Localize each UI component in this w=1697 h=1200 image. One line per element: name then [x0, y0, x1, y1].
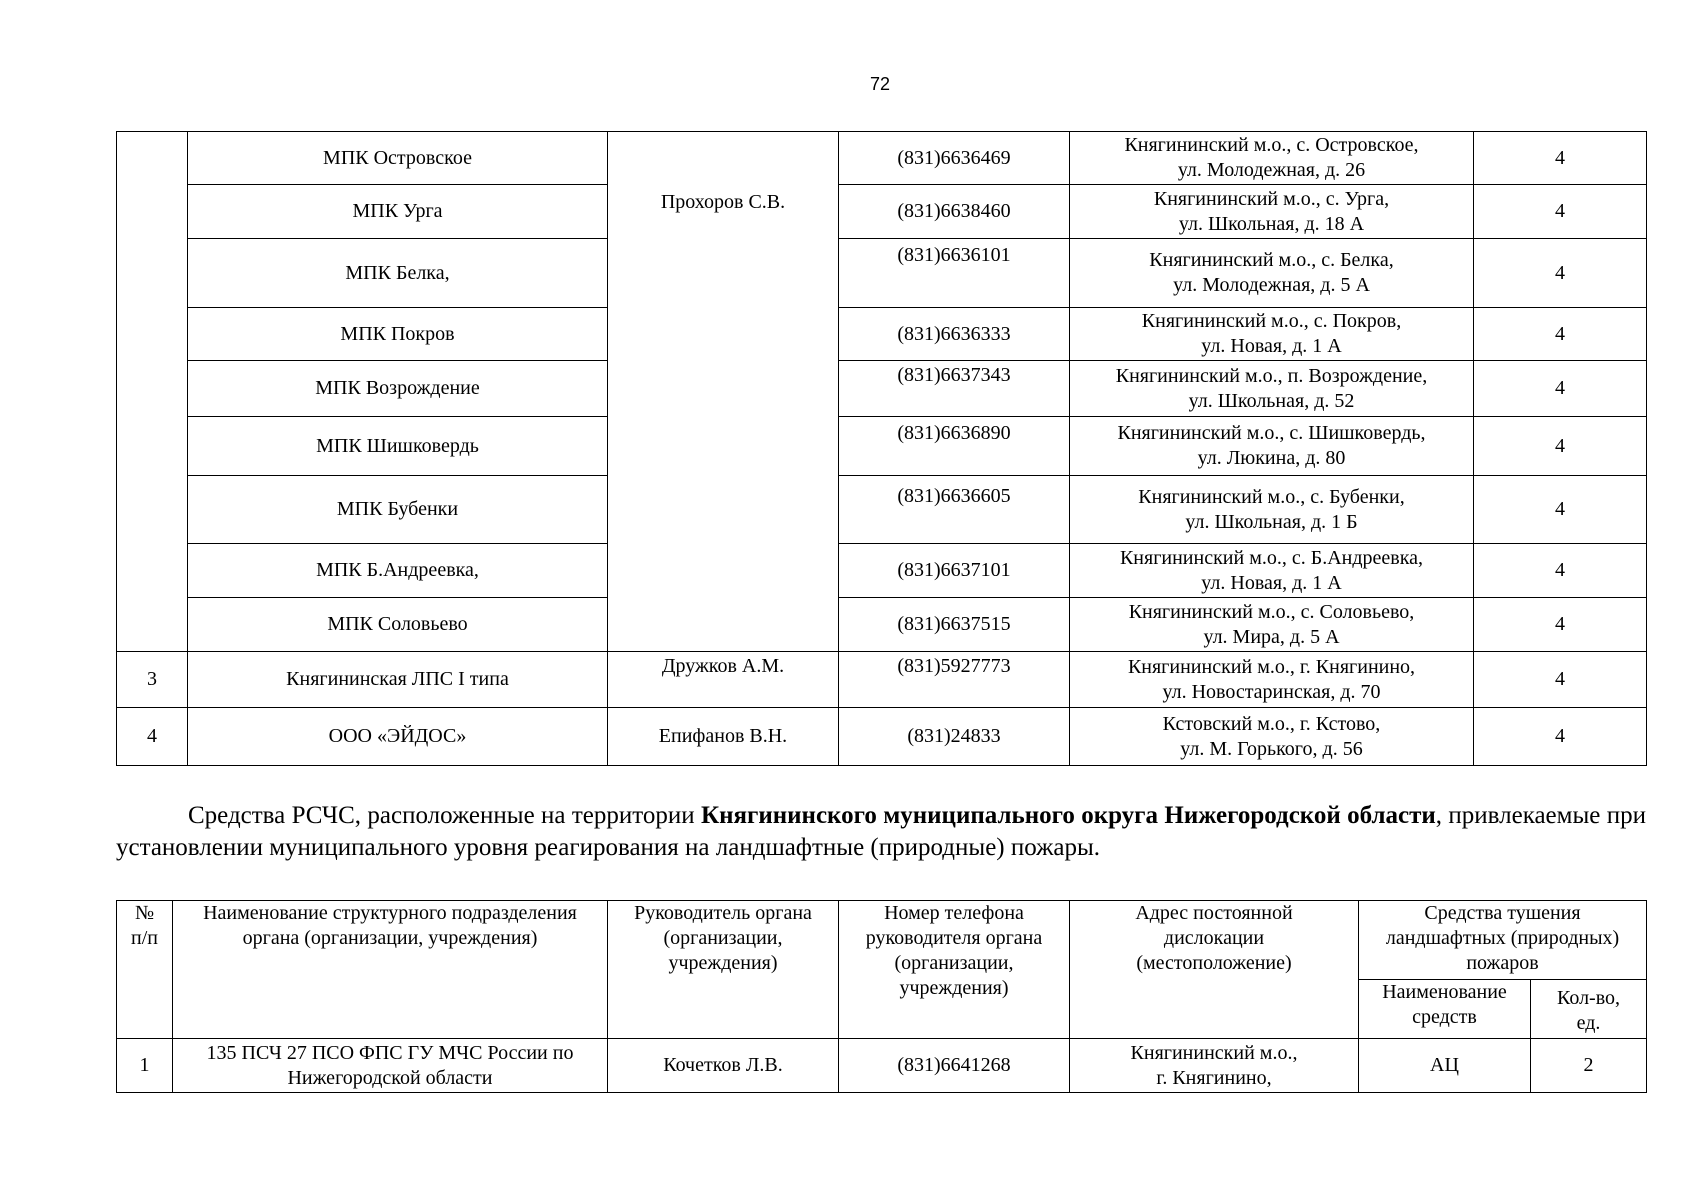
quantity: 4 [1474, 598, 1647, 652]
row-number: 3 [117, 652, 188, 708]
phone: (831)6637343 [839, 361, 1070, 417]
header-means-qty: Кол-во, ед. [1531, 980, 1647, 1039]
means-name: АЦ [1359, 1039, 1531, 1093]
unit-name: МПК Урга [188, 185, 608, 239]
quantity: 4 [1474, 544, 1647, 598]
address: Княгининский м.о., с. Бубенки, ул. Школьная, д. 1 Б [1070, 476, 1474, 544]
phone: (831)5927773 [839, 652, 1070, 708]
head-name: Кочетков Л.В. [608, 1039, 839, 1093]
header-number: № п/п [117, 901, 173, 1039]
quantity: 4 [1474, 132, 1647, 185]
address: Княгининский м.о., г. Княгинино, [1070, 1039, 1359, 1093]
row-number: 1 [117, 1039, 173, 1093]
header-means: Средства тушения ландшафтных (природных) пожаров [1359, 901, 1647, 980]
quantity: 4 [1474, 652, 1647, 708]
phone: (831)6641268 [839, 1039, 1070, 1093]
quantity: 4 [1474, 239, 1647, 308]
unit-name: МПК Шишковердь [188, 417, 608, 476]
header-means-name: Наименование средств [1359, 980, 1531, 1039]
table-row [117, 417, 1647, 476]
table-row [117, 598, 1647, 652]
unit-name: Княгининская ЛПС I типа [188, 652, 608, 708]
address: Княгининский м.о., с. Покров, ул. Новая, д. 1 А [1070, 308, 1474, 361]
unit-name: МПК Б.Андреевка, [188, 544, 608, 598]
address: Княгининский м.о., с. Островское, ул. Молодежная, д. 26 [1070, 132, 1474, 185]
table-row [117, 185, 1647, 239]
number-cell-empty [117, 132, 188, 652]
quantity: 4 [1474, 361, 1647, 417]
unit-name: ООО «ЭЙДОС» [188, 708, 608, 766]
table-row [117, 239, 1647, 308]
unit-name: МПК Соловьево [188, 598, 608, 652]
address: Княгининский м.о., с. Урга, ул. Школьная, д. 18 А [1070, 185, 1474, 239]
phone: (831)6637515 [839, 598, 1070, 652]
table-row [117, 476, 1647, 544]
phone: (831)6636101 [839, 239, 1070, 308]
section-paragraph: Средства РСЧС, расположенные на территории Княгининского муниципального округа Нижегородской области, привлекаемые при установлении муниципального уровня реагирования на ландшафтные (природные) пожары. [116, 802, 1646, 861]
quantity: 4 [1474, 417, 1647, 476]
district-name: Княгининского муниципального округа Нижегородской области [700, 802, 1436, 829]
table-row [117, 361, 1647, 417]
unit-name: МПК Покров [188, 308, 608, 361]
header-unit: Наименование структурного подразделения органа (организации, учреждения) [173, 901, 608, 1039]
header-address: Адрес постоянной дислокации (местоположение) [1070, 901, 1359, 1039]
unit-name: МПК Бубенки [188, 476, 608, 544]
unit-name: МПК Белка, [188, 239, 608, 308]
table-row [117, 708, 1647, 766]
unit-name: МПК Островское [188, 132, 608, 185]
phone: (831)6636469 [839, 132, 1070, 185]
quantity: 4 [1474, 476, 1647, 544]
address: Кстовский м.о., г. Кстово, ул. М. Горького, д. 56 [1070, 708, 1474, 766]
page-number: 72 [869, 74, 891, 94]
table-header-row [117, 901, 1647, 980]
rsches-means-table [116, 900, 1647, 1093]
phone: (831)6636890 [839, 417, 1070, 476]
address: Княгининский м.о., с. Шишковердь, ул. Люкина, д. 80 [1070, 417, 1474, 476]
row-number: 4 [117, 708, 188, 766]
header-phone: Номер телефона руководителя органа (организации, учреждения) [839, 901, 1070, 1039]
table-row [117, 1039, 1647, 1093]
head-name: Прохоров С.В. [608, 132, 839, 652]
address: Княгининский м.о., с. Белка, ул. Молодежная, д. 5 А [1070, 239, 1474, 308]
table-row [117, 544, 1647, 598]
phone: (831)6637101 [839, 544, 1070, 598]
means-qty: 2 [1531, 1039, 1647, 1093]
table-row [117, 652, 1647, 708]
phone: (831)6636605 [839, 476, 1070, 544]
phone: (831)24833 [839, 708, 1070, 766]
address: Княгининский м.о., г. Княгинино, ул. Новостаринская, д. 70 [1070, 652, 1474, 708]
units-table-continued [116, 131, 1647, 766]
head-name: Епифанов В.Н. [608, 708, 839, 766]
table-row [117, 132, 1647, 185]
quantity: 4 [1474, 185, 1647, 239]
unit-name: 135 ПСЧ 27 ПСО ФПС ГУ МЧС России по Нижегородской области [173, 1039, 608, 1093]
address: Княгининский м.о., с. Б.Андреевка, ул. Новая, д. 1 А [1070, 544, 1474, 598]
head-name: Дружков А.М. [608, 652, 839, 708]
quantity: 4 [1474, 308, 1647, 361]
unit-name: МПК Возрождение [188, 361, 608, 417]
phone: (831)6636333 [839, 308, 1070, 361]
address: Княгининский м.о., с. Соловьево, ул. Мира, д. 5 А [1070, 598, 1474, 652]
phone: (831)6638460 [839, 185, 1070, 239]
quantity: 4 [1474, 708, 1647, 766]
address: Княгининский м.о., п. Возрождение, ул. Школьная, д. 52 [1070, 361, 1474, 417]
table-row [117, 308, 1647, 361]
header-head: Руководитель органа (организации, учреждения) [608, 901, 839, 1039]
